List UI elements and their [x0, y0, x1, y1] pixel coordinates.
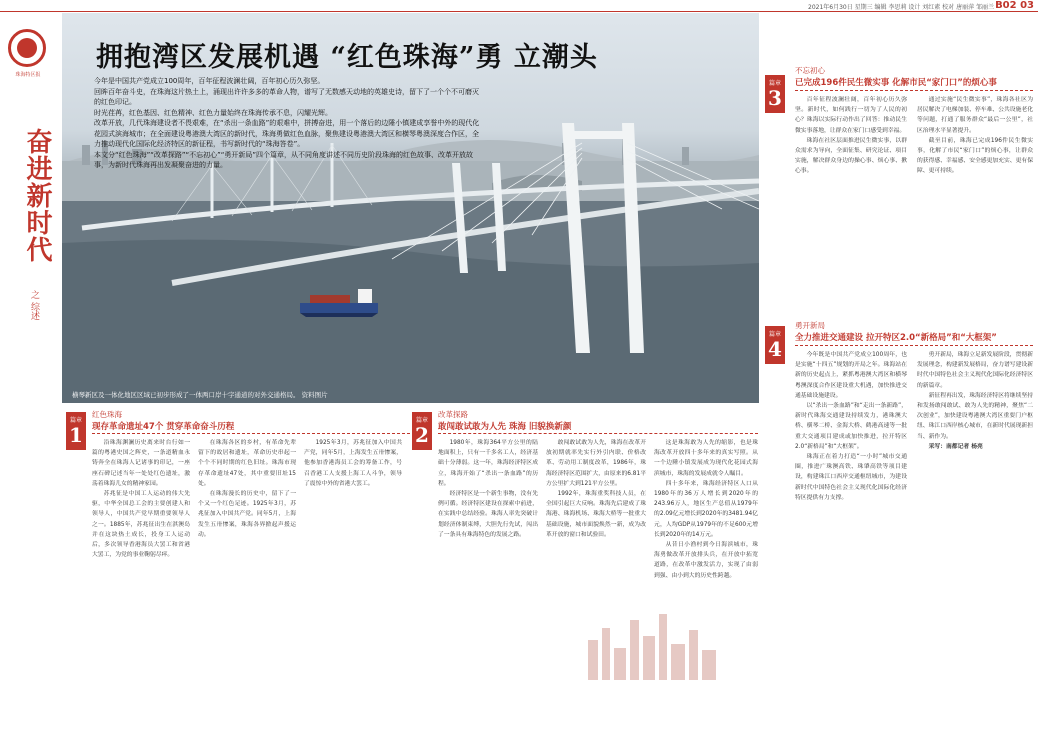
chapter-badge	[765, 75, 785, 113]
section-title: 现存革命遗址47个 贯穿革命奋斗历程	[92, 422, 235, 432]
section-title: 已完成196件民生微实事 化解市民“家门口”的烦心事	[795, 78, 997, 88]
article-column: 1925年3月，苏兆征加入中国共产党，同年5月，上海发生五卅惨案，他参加香港海员工会的筹备工作，号召香港工人支援上海工人斗争，领导了震惊中外的省港大罢工。	[304, 440, 402, 487]
chapter-word: 篇章	[69, 417, 82, 424]
summary-paragraph: 今年是中国共产党成立100周年，百年征程波澜壮阔，百年初心历久弥坚。	[94, 77, 325, 85]
article-column: 1980年，珠海364平方公里的陆地面积上，只有一千多名工人，经济基础十分薄弱。这一年，珠海经济特区成立，珠海开始了“杀出一条血路”的历程。 经济特区是一个新生事物，没有先例可循。经济特区建设在探索中前进，在实践中总结经验。珠海人率先突破计划经济体制束缚，大胆先行先试，闯出了一条具有珠海特色的发展之路。	[438, 440, 538, 538]
chapter-number: 4	[768, 337, 782, 361]
hero-photo	[62, 13, 759, 403]
chapter-number: 1	[69, 423, 83, 447]
section-divider	[438, 433, 758, 434]
byline: 采写：南都记者 杨亮	[928, 443, 983, 450]
page-header	[0, 0, 1038, 12]
section-kicker: 不忘初心	[795, 66, 825, 75]
chapter-badge	[412, 412, 432, 450]
section-title: 全力推进交通建设 拉开特区2.0“新格局”和“大框架”	[795, 333, 997, 343]
section-kicker: 红色珠海	[92, 410, 122, 419]
section-kicker: 勇开新局	[795, 321, 825, 330]
section-title: 敢闯敢试敢为人先 珠海 旧貌换新颜	[438, 422, 572, 432]
section-divider	[795, 90, 1033, 91]
column-subtitle: 之 综述	[29, 290, 39, 320]
section-kicker: 改革探路	[438, 410, 468, 419]
chapter-badge	[66, 412, 86, 450]
chapter-word: 篇章	[768, 331, 781, 338]
article-column: 敢闯敢试敢为人先，珠海在改革开放初期就率先实行外引内联、价格改革、劳动用工制度改革，1986年，珠海经济特区范围扩大，由原来的6.81平方公里扩大到121平方公里。 1992年，珠海重奖科技人员，在全国引起巨大反响。珠海先后建成了珠海港、珠海机场、珠海大桥等一批重大基础设施，城市面貌焕然一新，成为改革开放的窗口和试验田。	[546, 440, 646, 538]
chapter-number: 3	[768, 86, 782, 110]
city-silhouette-decoration	[582, 600, 722, 680]
article-column: 这是珠海敢为人先的缩影，也是珠海改革开放四十多年来的真实写照。从一个边陲小镇发展成为现代化花园式海滨城市，珠海的发展成就令人瞩目。 四十多年来，珠海经济特区人口从1980年的36万人增长到2020年的243.96万人，地区生产总值从1979年的2.09亿元增长到2020年的3481.94亿元，人均GDP从1979年的不足600元增长到2020年的14万元。 从昔日小渔村到今日海滨城市，珠海勇做改革开放排头兵，在开放中拓宽道路，在改革中激发活力，实现了由弱到强、由小到大的历史性跨越。	[654, 440, 758, 579]
article-column: 在珠海各区的乡村，有革命先辈留下的故居和遗址，革命历史串起一个个不同时期的红色旧址。珠海市现存革命遗址47处，其中重要旧址15处。 在珠海漫长的历史中，留下了一个又一个红色足迹。1925年3月，苏兆征加入中国共产党。同年5月，上海发生五卅惨案，珠海各界掀起声援运动。	[198, 440, 296, 538]
summary-paragraph: 本文分“红色珠海”“改革探路”“不忘初心”“勇开新局”四个篇章，从不同角度讲述不同历史阶段珠海的红色故事、改革开放故事，为新时代珠海再出发凝聚奋进的力量。	[94, 150, 474, 169]
header-meta: 2021年6月30日 星期三 编辑 李思莉 设计 刘红素 校对 唐丽萍 邹丽兰	[808, 4, 994, 11]
summary-paragraph: 改革开放，几代珠海建设者不畏艰难，在“杀出一条血路”的艰难中，拼搏奋进，用一个落后的边陲小镇建成享誉中外的现代化花园式滨海城市；在全面建设粤港澳大湾区的新时代，珠海勇做红色血脉，聚焦建设粤港澳大湾区和横琴粤澳深度合作区，全力推动现代化国际化经济特区的新征程，书写新时代的“珠海答卷”。	[94, 119, 480, 148]
left-band	[0, 13, 62, 750]
page-number: B02 03	[995, 0, 1034, 11]
summary-paragraph: 回眸百年奋斗史，在珠海这片热土上，涌现出许许多多的革命人物，谱写了无数感天动地的英雄史诗，留下了一个个不可磨灭的红色印记。	[94, 87, 479, 106]
summary-paragraph: 时光荏苒，红色基因、红色精神、红色力量始终在珠海传承不息，闪耀光辉。	[94, 108, 332, 117]
chapter-word: 篇章	[768, 80, 781, 87]
section-divider	[92, 433, 410, 434]
logo-text: 珠海特区报	[15, 72, 41, 78]
article-column: 沿珠海渊澜历史离来时台行如一篇的粤港史国之辉史，一条道精血永铸奔全在珠海人记诸事的印记，一座座石碑记述当年一处处红色遗址，激荡着珠海儿女的精神家园。 苏兆征是中国工人运动的伟大先驱，中华全国总工会的主要创建人和领导人，中国共产党早期重要领导人之一。1885年，苏兆征出生在淇澳岛并在这块热土成长，投身工人运动后，多次领导香港海员大罢工和省港大罢工，为党的事业鞠躬尽瘁。	[92, 440, 190, 559]
newspaper-logo	[8, 29, 46, 67]
article-column: 勇开新局，珠海立足新发展阶段，贯彻新发展理念，构建新发展格局，奋力谱写建设新时代中国特色社会主义现代化国际化经济特区的新篇章。 新征程再出发，珠海经济特区将继续坚持和发扬敢闯敢试、敢为人先的精神，聚焦“二次创业”，加快建设粤港澳大湾区重要门户枢纽、珠江口西岸核心城市，在新时代展现新担当、新作为。 采写：南都记者 杨亮	[917, 350, 1033, 740]
article-column: 今年既是中国共产党成立100周年，也是实施“十四五”规划的开局之年。珠海站在新的历史起点上，紧抓粤港澳大湾区和横琴粤澳深度合作区建设重大机遇，加快推进交通基础设施建设。 以“杀出一条血路”和“走出一条新路”，新时代珠海交通建设持续发力，港珠澳大桥、横琴二桥、金海大桥、鹤港高速等一批重大交通项目建成或加快推进，拉开特区2.0“新格局”和“大框架”。 珠海正在着力打造“一小时”城市交通圈，推进广珠澳高铁、珠肇高铁等项目建设，构建珠江口西岸交通枢纽城市，为建设新时代中国特色社会主义现代化国际化经济特区提供有力支撑。	[795, 352, 907, 501]
column-title: 奋进新时代	[22, 128, 52, 263]
article-column: 百年征程波澜壮阔，百年初心历久弥坚。新时代，如何践行一切为了人民的初心？珠海以实际行动作出了回答：推动民生微实事落地，让群众在家门口感受到幸福。 珠海在社区层面推进民生微实事，以群众需求为导向，全面征集、研究论证、项目实施，解决群众身边的操心事、烦心事、揪心事。	[795, 97, 907, 175]
article-column: 通过实施“民生微实事”，珠海各社区为居民解决了电梯加装、停车难、公共设施老化等问题，打通了服务群众“最后一公里”，社区治理水平显著提升。 截至目前，珠海已完成196件民生微实事，化解了市民“家门口”的烦心事，让群众的获得感、幸福感、安全感更加充实、更有保障、更可持续。	[917, 97, 1033, 175]
hero-summary	[94, 76, 482, 171]
chapter-badge	[765, 326, 785, 364]
photo-caption: 横琴新区及一体化地区区域已初步形成了一体两口岸十字通道的对外交通格局。 资料图片	[72, 391, 328, 399]
chapter-word: 篇章	[415, 417, 428, 424]
section-divider	[795, 345, 1033, 346]
chapter-number: 2	[415, 423, 429, 447]
hero-title: 拥抱湾区发展机遇 “红色珠海”勇 立潮头	[96, 42, 598, 73]
